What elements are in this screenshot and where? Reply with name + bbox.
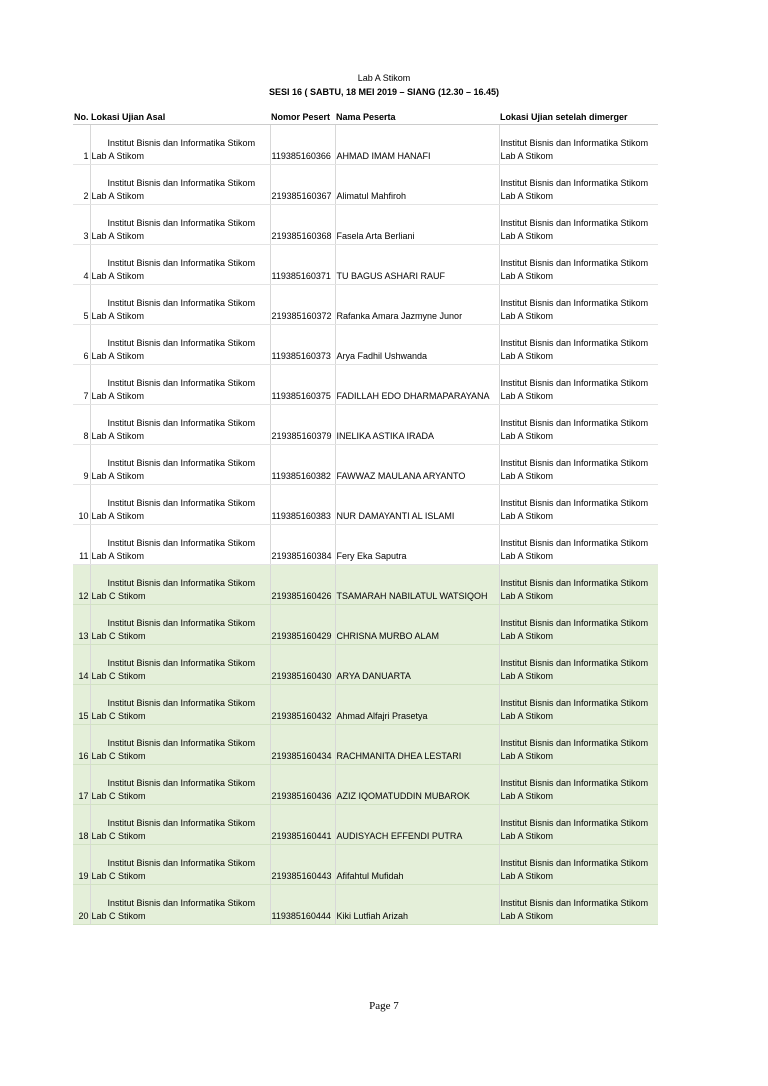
cell-nama-peserta: Arya Fadhil Ushwanda	[335, 325, 499, 365]
lokasi-akhir-institution: Institut Bisnis dan Informatika Stikom	[500, 338, 649, 348]
lokasi-asal-lab: Lab A Stikom	[91, 430, 145, 441]
cell-lokasi-akhir	[499, 525, 658, 565]
cell-nomor-peserta: 219385160432	[270, 685, 335, 725]
cell-nama-peserta: Ahmad Alfajri Prasetya	[335, 685, 499, 725]
cell-lokasi-asal	[90, 605, 270, 645]
lokasi-asal-lab: Lab A Stikom	[91, 470, 145, 481]
lokasi-akhir-institution: Institut Bisnis dan Informatika Stikom	[500, 618, 649, 628]
document-location: Lab A Stikom	[357, 73, 411, 83]
lokasi-asal-lab: Lab A Stikom	[91, 150, 145, 161]
cell-nomor-peserta: 219385160368	[270, 205, 335, 245]
lokasi-akhir-lab: Lab A Stikom	[500, 630, 554, 641]
cell-nama-peserta: AHMAD IMAM HANAFI	[335, 125, 499, 165]
lokasi-asal-institution: Institut Bisnis dan Informatika Stikom	[107, 138, 256, 148]
lokasi-akhir-lab: Lab A Stikom	[500, 750, 554, 761]
table-body	[73, 125, 658, 925]
cell-nama-peserta: Rafanka Amara Jazmyne Junor	[335, 285, 499, 325]
cell-lokasi-akhir	[499, 645, 658, 685]
table-row	[73, 365, 658, 405]
table-row	[73, 645, 658, 685]
cell-no: 5	[73, 285, 90, 325]
cell-lokasi-asal	[90, 565, 270, 605]
cell-no: 9	[73, 445, 90, 485]
cell-lokasi-akhir	[499, 845, 658, 885]
table-row	[73, 165, 658, 205]
cell-no: 18	[73, 805, 90, 845]
cell-lokasi-akhir	[499, 485, 658, 525]
table-row	[73, 445, 658, 485]
table-row	[73, 845, 658, 885]
cell-nama-peserta: Fasela Arta Berliani	[335, 205, 499, 245]
lokasi-asal-institution: Institut Bisnis dan Informatika Stikom	[107, 858, 256, 868]
cell-nomor-peserta: 219385160429	[270, 605, 335, 645]
cell-no: 4	[73, 245, 90, 285]
cell-nama-peserta: Kiki Lutfiah Arizah	[335, 885, 499, 925]
lokasi-akhir-lab: Lab A Stikom	[500, 870, 554, 881]
cell-no: 2	[73, 165, 90, 205]
table-row	[73, 325, 658, 365]
lokasi-asal-lab: Lab C Stikom	[91, 630, 146, 641]
cell-lokasi-asal	[90, 885, 270, 925]
lokasi-asal-institution: Institut Bisnis dan Informatika Stikom	[107, 498, 256, 508]
cell-nama-peserta: Fery Eka Saputra	[335, 525, 499, 565]
cell-no: 3	[73, 205, 90, 245]
lokasi-akhir-institution: Institut Bisnis dan Informatika Stikom	[500, 458, 649, 468]
cell-nomor-peserta: 119385160444	[270, 885, 335, 925]
cell-no: 14	[73, 645, 90, 685]
table-row	[73, 485, 658, 525]
lokasi-asal-lab: Lab A Stikom	[91, 230, 145, 241]
lokasi-akhir-lab: Lab A Stikom	[500, 830, 554, 841]
lokasi-akhir-lab: Lab A Stikom	[500, 910, 554, 921]
cell-lokasi-akhir	[499, 325, 658, 365]
cell-nama-peserta: RACHMANITA DHEA LESTARI	[335, 725, 499, 765]
lokasi-akhir-institution: Institut Bisnis dan Informatika Stikom	[500, 818, 649, 828]
lokasi-asal-institution: Institut Bisnis dan Informatika Stikom	[107, 818, 256, 828]
table-row	[73, 125, 658, 165]
lokasi-akhir-lab: Lab A Stikom	[500, 590, 554, 601]
cell-nama-peserta: TU BAGUS ASHARI RAUF	[335, 245, 499, 285]
table-row	[73, 285, 658, 325]
cell-nama-peserta: AUDISYACH EFFENDI PUTRA	[335, 805, 499, 845]
cell-lokasi-akhir	[499, 725, 658, 765]
cell-no: 10	[73, 485, 90, 525]
lokasi-akhir-institution: Institut Bisnis dan Informatika Stikom	[500, 538, 649, 548]
cell-no: 6	[73, 325, 90, 365]
lokasi-asal-lab: Lab C Stikom	[91, 670, 146, 681]
lokasi-akhir-institution: Institut Bisnis dan Informatika Stikom	[500, 498, 649, 508]
column-header-nomor-peserta: Nomor Pesert	[270, 110, 335, 125]
lokasi-asal-lab: Lab A Stikom	[91, 550, 145, 561]
lokasi-asal-lab: Lab A Stikom	[91, 270, 145, 281]
lokasi-asal-lab: Lab C Stikom	[91, 710, 146, 721]
cell-nomor-peserta: 219385160426	[270, 565, 335, 605]
cell-nomor-peserta: 219385160441	[270, 805, 335, 845]
cell-nomor-peserta: 119385160371	[270, 245, 335, 285]
cell-lokasi-akhir	[499, 685, 658, 725]
table-row	[73, 205, 658, 245]
cell-nomor-peserta: 219385160379	[270, 405, 335, 445]
cell-lokasi-akhir	[499, 365, 658, 405]
lokasi-akhir-institution: Institut Bisnis dan Informatika Stikom	[500, 658, 649, 668]
cell-nomor-peserta: 219385160443	[270, 845, 335, 885]
lokasi-akhir-institution: Institut Bisnis dan Informatika Stikom	[500, 858, 649, 868]
lokasi-akhir-institution: Institut Bisnis dan Informatika Stikom	[500, 898, 649, 908]
cell-lokasi-asal	[90, 245, 270, 285]
cell-lokasi-akhir	[499, 565, 658, 605]
cell-lokasi-akhir	[499, 405, 658, 445]
cell-nomor-peserta: 219385160436	[270, 765, 335, 805]
column-header-lokasi-akhir: Lokasi Ujian setelah dimerger	[499, 110, 658, 125]
document-session-title: SESI 16 ( SABTU, 18 MEI 2019 – SIANG (12.30 – 16.45)	[268, 87, 500, 97]
lokasi-akhir-institution: Institut Bisnis dan Informatika Stikom	[500, 298, 649, 308]
lokasi-akhir-lab: Lab A Stikom	[500, 150, 554, 161]
cell-lokasi-asal	[90, 725, 270, 765]
cell-no: 7	[73, 365, 90, 405]
lokasi-akhir-institution: Institut Bisnis dan Informatika Stikom	[500, 698, 649, 708]
lokasi-asal-lab: Lab C Stikom	[91, 830, 146, 841]
lokasi-akhir-institution: Institut Bisnis dan Informatika Stikom	[500, 778, 649, 788]
cell-nomor-peserta: 119385160366	[270, 125, 335, 165]
cell-lokasi-akhir	[499, 805, 658, 845]
lokasi-akhir-institution: Institut Bisnis dan Informatika Stikom	[500, 258, 649, 268]
cell-nama-peserta: CHRISNA MURBO ALAM	[335, 605, 499, 645]
cell-lokasi-akhir	[499, 885, 658, 925]
lokasi-akhir-institution: Institut Bisnis dan Informatika Stikom	[500, 578, 649, 588]
cell-no: 19	[73, 845, 90, 885]
cell-lokasi-asal	[90, 365, 270, 405]
cell-no: 12	[73, 565, 90, 605]
cell-nama-peserta: AZIZ IQOMATUDDIN MUBAROK	[335, 765, 499, 805]
lokasi-akhir-institution: Institut Bisnis dan Informatika Stikom	[500, 418, 649, 428]
cell-lokasi-asal	[90, 165, 270, 205]
lokasi-akhir-institution: Institut Bisnis dan Informatika Stikom	[500, 378, 649, 388]
cell-nomor-peserta: 119385160373	[270, 325, 335, 365]
cell-lokasi-asal	[90, 325, 270, 365]
lokasi-akhir-lab: Lab A Stikom	[500, 430, 554, 441]
lokasi-asal-institution: Institut Bisnis dan Informatika Stikom	[107, 658, 256, 668]
table-row	[73, 565, 658, 605]
lokasi-akhir-lab: Lab A Stikom	[500, 230, 554, 241]
cell-lokasi-asal	[90, 845, 270, 885]
lokasi-asal-institution: Institut Bisnis dan Informatika Stikom	[107, 418, 256, 428]
lokasi-asal-institution: Institut Bisnis dan Informatika Stikom	[107, 578, 256, 588]
cell-nomor-peserta: 119385160375	[270, 365, 335, 405]
cell-nama-peserta: Alimatul Mahfiroh	[335, 165, 499, 205]
lokasi-akhir-institution: Institut Bisnis dan Informatika Stikom	[500, 738, 649, 748]
cell-nomor-peserta: 119385160383	[270, 485, 335, 525]
lokasi-asal-lab: Lab C Stikom	[91, 790, 146, 801]
lokasi-akhir-lab: Lab A Stikom	[500, 350, 554, 361]
page-number: Page 7	[369, 1000, 399, 1012]
cell-lokasi-akhir	[499, 125, 658, 165]
table-row	[73, 765, 658, 805]
lokasi-akhir-institution: Institut Bisnis dan Informatika Stikom	[500, 138, 649, 148]
column-header-nama-peserta: Nama Peserta	[335, 110, 499, 125]
cell-lokasi-asal	[90, 485, 270, 525]
lokasi-asal-institution: Institut Bisnis dan Informatika Stikom	[107, 538, 256, 548]
lokasi-akhir-lab: Lab A Stikom	[500, 310, 554, 321]
cell-lokasi-asal	[90, 445, 270, 485]
cell-nama-peserta: NUR DAMAYANTI AL ISLAMI	[335, 485, 499, 525]
cell-nama-peserta: Afifahtul Mufidah	[335, 845, 499, 885]
cell-nama-peserta: FADILLAH EDO DHARMAPARAYANA	[335, 365, 499, 405]
lokasi-asal-institution: Institut Bisnis dan Informatika Stikom	[107, 298, 256, 308]
cell-nomor-peserta: 219385160434	[270, 725, 335, 765]
lokasi-asal-institution: Institut Bisnis dan Informatika Stikom	[107, 898, 256, 908]
cell-lokasi-asal	[90, 805, 270, 845]
lokasi-akhir-lab: Lab A Stikom	[500, 510, 554, 521]
cell-lokasi-asal	[90, 765, 270, 805]
cell-lokasi-akhir	[499, 205, 658, 245]
table-row	[73, 605, 658, 645]
lokasi-akhir-lab: Lab A Stikom	[500, 390, 554, 401]
cell-lokasi-akhir	[499, 765, 658, 805]
cell-lokasi-akhir	[499, 245, 658, 285]
lokasi-asal-institution: Institut Bisnis dan Informatika Stikom	[107, 378, 256, 388]
cell-nomor-peserta: 219385160367	[270, 165, 335, 205]
cell-lokasi-asal	[90, 645, 270, 685]
column-header-no: No.	[73, 110, 90, 125]
cell-lokasi-akhir	[499, 445, 658, 485]
table-row	[73, 525, 658, 565]
cell-no: 15	[73, 685, 90, 725]
table-header-row	[73, 110, 658, 125]
lokasi-asal-institution: Institut Bisnis dan Informatika Stikom	[107, 618, 256, 628]
cell-nomor-peserta: 219385160372	[270, 285, 335, 325]
lokasi-asal-institution: Institut Bisnis dan Informatika Stikom	[107, 178, 256, 188]
column-header-lokasi-asal: Lokasi Ujian Asal	[90, 110, 270, 125]
lokasi-asal-lab: Lab A Stikom	[91, 190, 145, 201]
lokasi-asal-institution: Institut Bisnis dan Informatika Stikom	[107, 218, 256, 228]
lokasi-asal-institution: Institut Bisnis dan Informatika Stikom	[107, 698, 256, 708]
table-row	[73, 245, 658, 285]
cell-no: 8	[73, 405, 90, 445]
cell-lokasi-asal	[90, 525, 270, 565]
cell-no: 20	[73, 885, 90, 925]
lokasi-akhir-lab: Lab A Stikom	[500, 710, 554, 721]
lokasi-akhir-institution: Institut Bisnis dan Informatika Stikom	[500, 218, 649, 228]
lokasi-akhir-lab: Lab A Stikom	[500, 190, 554, 201]
cell-lokasi-asal	[90, 685, 270, 725]
cell-no: 13	[73, 605, 90, 645]
cell-lokasi-akhir	[499, 605, 658, 645]
cell-nama-peserta: INELIKA ASTIKA IRADA	[335, 405, 499, 445]
cell-no: 16	[73, 725, 90, 765]
cell-nama-peserta: FAWWAZ MAULANA ARYANTO	[335, 445, 499, 485]
lokasi-asal-lab: Lab A Stikom	[91, 390, 145, 401]
lokasi-akhir-lab: Lab A Stikom	[500, 470, 554, 481]
lokasi-akhir-lab: Lab A Stikom	[500, 790, 554, 801]
lokasi-asal-lab: Lab C Stikom	[91, 590, 146, 601]
table-row	[73, 405, 658, 445]
lokasi-asal-lab: Lab C Stikom	[91, 750, 146, 761]
lokasi-asal-institution: Institut Bisnis dan Informatika Stikom	[107, 738, 256, 748]
cell-no: 11	[73, 525, 90, 565]
cell-lokasi-asal	[90, 205, 270, 245]
lokasi-akhir-institution: Institut Bisnis dan Informatika Stikom	[500, 178, 649, 188]
lokasi-asal-institution: Institut Bisnis dan Informatika Stikom	[107, 258, 256, 268]
participant-table	[73, 110, 658, 925]
cell-no: 1	[73, 125, 90, 165]
lokasi-akhir-lab: Lab A Stikom	[500, 270, 554, 281]
lokasi-asal-lab: Lab A Stikom	[91, 350, 145, 361]
lokasi-asal-lab: Lab A Stikom	[91, 310, 145, 321]
lokasi-asal-lab: Lab C Stikom	[91, 870, 146, 881]
lokasi-akhir-lab: Lab A Stikom	[500, 550, 554, 561]
table-row	[73, 885, 658, 925]
lokasi-akhir-lab: Lab A Stikom	[500, 670, 554, 681]
table-row	[73, 685, 658, 725]
cell-lokasi-akhir	[499, 165, 658, 205]
table-row	[73, 805, 658, 845]
cell-nomor-peserta: 219385160384	[270, 525, 335, 565]
cell-nama-peserta: TSAMARAH NABILATUL WATSIQOH	[335, 565, 499, 605]
cell-no: 17	[73, 765, 90, 805]
cell-nomor-peserta: 119385160382	[270, 445, 335, 485]
table-row	[73, 725, 658, 765]
cell-lokasi-asal	[90, 285, 270, 325]
lokasi-asal-lab: Lab C Stikom	[91, 910, 146, 921]
lokasi-asal-institution: Institut Bisnis dan Informatika Stikom	[107, 778, 256, 788]
lokasi-asal-lab: Lab A Stikom	[91, 510, 145, 521]
cell-nama-peserta: ARYA DANUARTA	[335, 645, 499, 685]
cell-nomor-peserta: 219385160430	[270, 645, 335, 685]
cell-lokasi-asal	[90, 125, 270, 165]
lokasi-asal-institution: Institut Bisnis dan Informatika Stikom	[107, 338, 256, 348]
lokasi-asal-institution: Institut Bisnis dan Informatika Stikom	[107, 458, 256, 468]
cell-lokasi-akhir	[499, 285, 658, 325]
cell-lokasi-asal	[90, 405, 270, 445]
